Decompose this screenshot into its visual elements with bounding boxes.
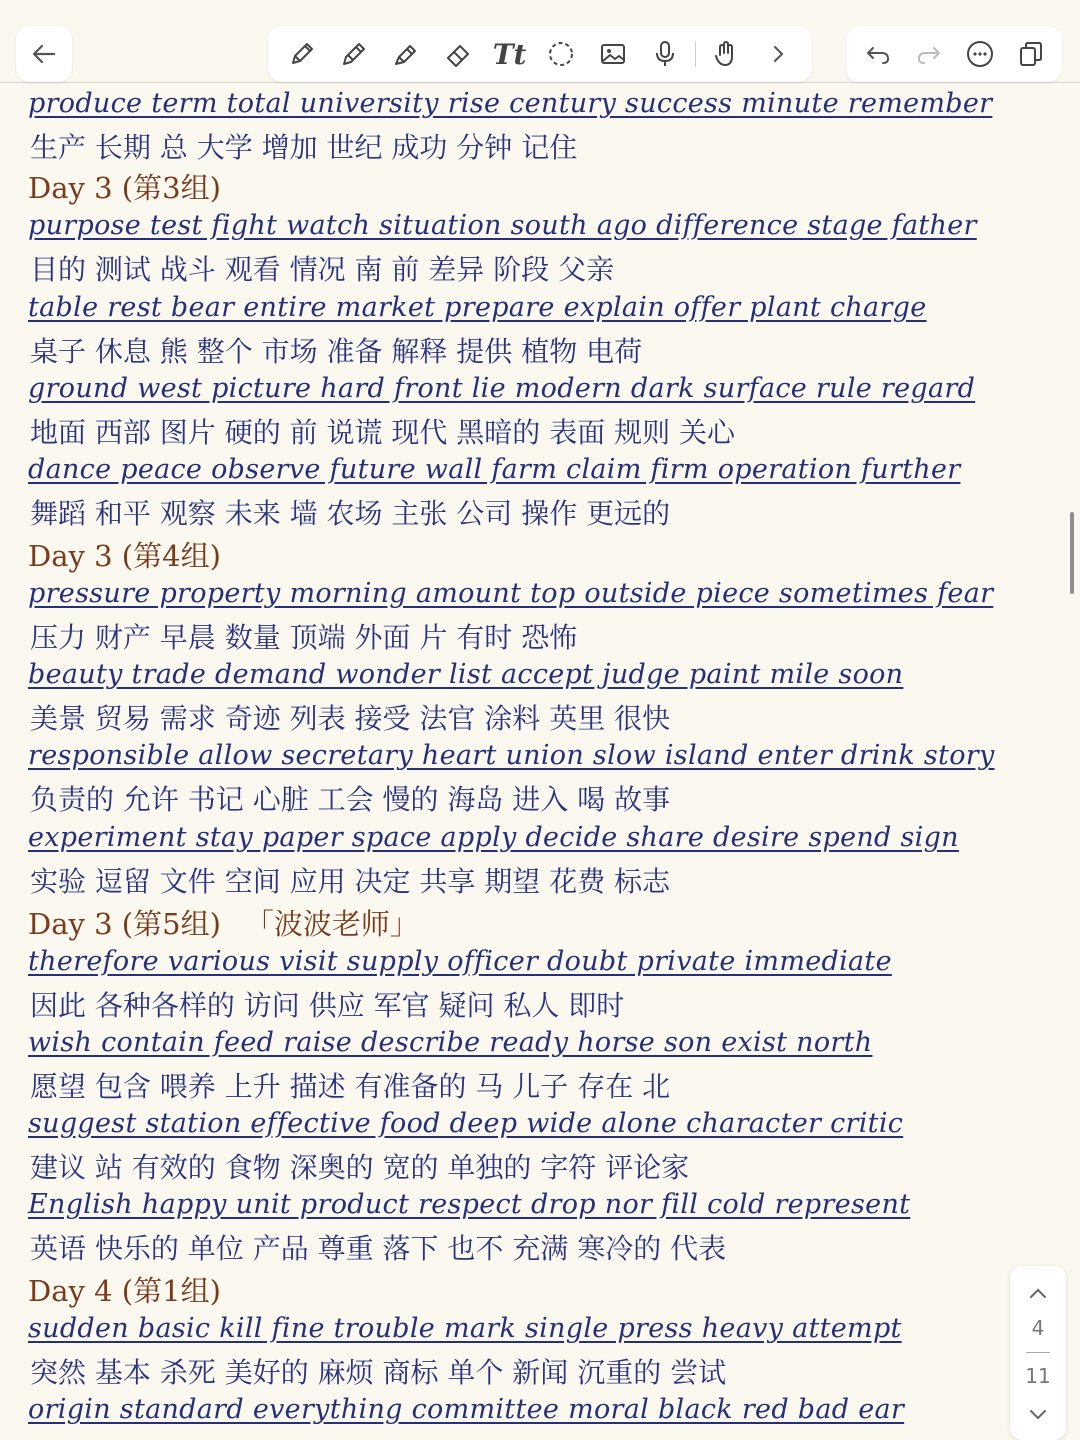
vocab-english-row: therefore various visit supply officer doubt private immediate [28,946,892,977]
vocab-english-row: pressure property morning amount top outside piece sometimes fear [28,578,994,609]
microphone-tool-button[interactable] [643,32,687,76]
vocab-english-row: beauty trade demand wonder list accept judge paint mile soon [28,659,904,690]
more-button[interactable] [958,32,1002,76]
undo-icon [863,39,893,69]
microphone-icon [650,39,680,69]
pen-icon [287,39,317,69]
vocab-chinese-row: 英语 快乐的 单位 产品 尊重 落下 也不 充满 寒冷的 代表 [30,1232,727,1265]
hand-tool-button[interactable] [704,32,748,76]
drawing-tools [268,26,812,82]
vocab-chinese-row: 生产 长期 总 大学 增加 世纪 成功 分钟 记住 [30,131,578,164]
arrow-left-icon [30,40,58,68]
chevron-down-icon[interactable] [1023,1400,1053,1430]
vocab-chinese-row: 突然 基本 杀死 美好的 麻烦 商标 单个 新闻 沉重的 尝试 [30,1356,727,1389]
pencil-icon [339,39,369,69]
teacher-label: 「波波老师」 [244,907,419,941]
vocab-chinese-row: 地面 西部 图片 硬的 前 说谎 现代 黑暗的 表面 规则 关心 [30,416,736,449]
total-pages-number: 11 [1025,1364,1051,1388]
vocab-english-row: purpose test fight watch situation south ago difference stage father [28,210,977,241]
vocab-chinese-row: 负责的 允许 书记 心脏 工会 慢的 海岛 进入 喝 故事 [30,783,671,816]
vocab-chinese-row: 舞蹈 和平 观察 未来 墙 农场 主张 公司 操作 更远的 [30,497,671,530]
lasso-icon [546,39,576,69]
vocab-english-row: experiment stay paper space apply decide share desire spend sign [28,822,959,853]
vocab-english-row: produce term total university rise century success minute remember [28,88,993,119]
vocab-english-row: ground west picture hard front lie modern dark surface rule regard [28,373,976,404]
vertical-scrollbar[interactable] [1070,512,1074,594]
more-icon [965,39,995,69]
vocab-chinese-row: 建议 站 有效的 食物 深奥的 宽的 单独的 字符 评论家 [30,1151,690,1184]
vocab-chinese-row: 实验 逗留 文件 空间 应用 决定 共享 期望 花费 标志 [30,865,671,898]
undo-button[interactable] [856,32,900,76]
vocab-english-row: origin standard everything committee moral black red bad ear [28,1394,905,1425]
pages-button[interactable] [1009,32,1053,76]
pencil-tool-button[interactable] [332,32,376,76]
highlighter-tool-button[interactable] [384,32,428,76]
page-divider [1026,1352,1050,1353]
action-tools [846,26,1062,82]
image-tool-button[interactable] [591,32,635,76]
day-heading-label: Day 3 (第5组) [28,907,221,941]
note-page[interactable] [0,84,1080,1440]
page-navigator [1010,1266,1066,1440]
chevron-right-icon [763,39,793,69]
current-page-number: 4 [1031,1316,1045,1340]
vocab-chinese-row: 压力 财产 早晨 数量 顶端 外面 片 有时 恐怖 [30,621,578,654]
vocab-english-row: English happy unit product respect drop nor fill cold represent [28,1189,911,1220]
top-toolbar [0,0,1080,83]
day-heading: Day 3 (第3组) [28,171,221,205]
vocab-chinese-row: 美景 贸易 需求 奇迹 列表 接受 法官 涂料 英里 很快 [30,702,671,735]
vocab-chinese-row: 目的 测试 战斗 观看 情况 南 前 差异 阶段 父亲 [30,253,615,286]
text-tool-button[interactable] [488,32,532,76]
vocab-chinese-row: 愿望 包含 喂养 上升 描述 有准备的 马 儿子 存在 北 [30,1070,671,1103]
more-tools-button[interactable] [756,32,800,76]
image-icon [598,39,628,69]
vocab-chinese-row: 因此 各种各样的 访问 供应 军官 疑问 私人 即时 [30,989,625,1022]
hand-icon [711,39,741,69]
day-heading: Day 3 (第4组) [28,539,221,573]
vocab-english-row: responsible allow secretary heart union slow island enter drink story [28,740,995,771]
pages-icon [1016,39,1046,69]
chevron-up-icon[interactable] [1023,1278,1053,1308]
redo-button[interactable] [907,32,951,76]
eraser-tool-button[interactable] [436,32,480,76]
vocab-english-row: table rest bear entire market prepare explain offer plant charge [28,292,927,323]
lasso-tool-button[interactable] [539,32,583,76]
highlighter-icon [391,39,421,69]
redo-icon [914,39,944,69]
vocab-chinese-row: 桌子 休息 熊 整个 市场 准备 解释 提供 植物 电荷 [30,335,643,368]
day-heading [28,902,419,943]
vocab-english-row: sudden basic kill fine trouble mark single press heavy attempt [28,1313,902,1344]
vocab-english-row: dance peace observe future wall farm claim firm operation further [28,454,961,485]
back-button[interactable] [16,26,72,82]
text-tool-icon: Tt [492,37,527,71]
pen-tool-button[interactable] [280,32,324,76]
vocab-english-row: wish contain feed raise describe ready horse son exist north [28,1027,873,1058]
day-heading: Day 4 (第1组) [28,1274,221,1308]
eraser-icon [443,39,473,69]
toolbar-divider [695,41,696,67]
vocab-english-row: suggest station effective food deep wide alone character critic [28,1108,904,1139]
